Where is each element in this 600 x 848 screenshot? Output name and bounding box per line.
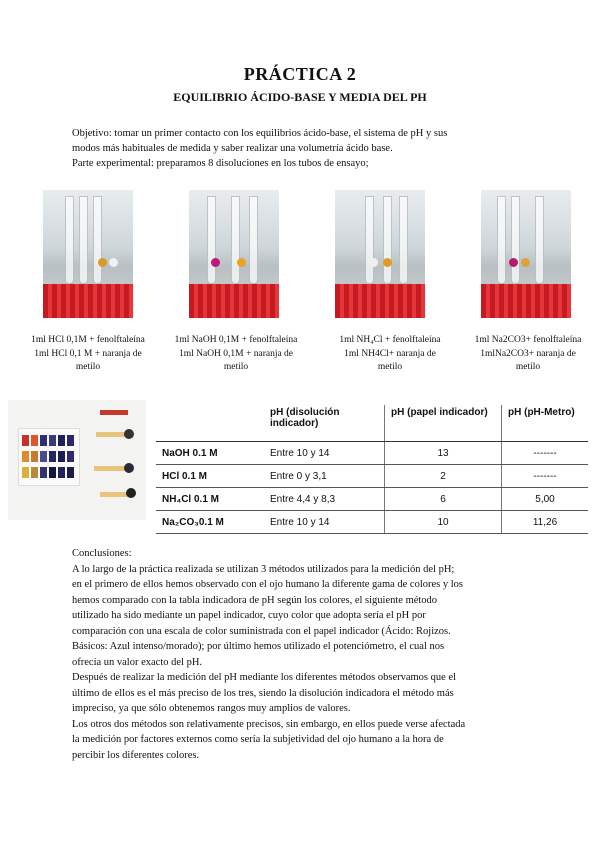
test-tube-photo-1 [43,190,133,318]
ph-results-table [156,405,588,534]
table-cell: 6 [385,488,502,511]
test-tube-photo-2 [189,190,279,318]
indicator-drop [109,258,118,267]
table-header-cell: pH (disolución indicador) [264,405,385,442]
table-cell: 11,26 [502,511,589,534]
conclusions-line: Básicos: Azul intenso/morado); por último hemos utilizado el potenciómetro, el cual nos [72,641,445,652]
table-header-cell: pH (pH-Metro) [502,405,589,442]
table-cell: 10 [385,511,502,534]
conclusions-line: la medición por factores externos como sería la subjetividad del ojo humano a la hora de [72,734,444,745]
table-cell: 2 [385,465,502,488]
test-tube-photo-3 [335,190,425,318]
table-cell: ------- [502,442,589,465]
table-cell: 5,00 [502,488,589,511]
ph-color-chart [18,428,80,486]
objective-line: modos más habituales de medida y saber realizar una volumetría ácido base. [72,143,393,154]
conclusions-line: en el primero de ellos hemos observado con el ojo humano la diferente gama de colores y los [72,579,464,590]
indicator-drop [509,258,518,267]
table-cell: Entre 0 y 3,1 [264,465,385,488]
table-cell: Entre 4,4 y 8,3 [264,488,385,511]
conclusions-line: comparación con una escala de color suministrada con el papel indicador (Ácido: Rojizos. [72,625,451,637]
conclusions-line: Los otros dos métodos son relativamente precisos, sin embargo, en ellos puede verse afectada [72,718,466,730]
objective-section [72,126,542,171]
table-header-cell [156,405,264,442]
table-cell: ------- [502,465,589,488]
indicator-drop [211,258,220,267]
page-title: PRÁCTICA 2 [243,64,357,84]
indicator-drop [369,258,378,267]
ph-paper-photo [8,400,146,520]
conclusions-section [72,546,530,763]
table-cell: Entre 10 y 14 [264,511,385,534]
conclusions-line: Después de realizar la medición del pH mediante los diferentes métodos observamos que el [72,672,456,683]
table-cell: HCl 0.1 M [156,465,264,488]
conclusions-heading: Conclusiones: [72,548,132,559]
objective-line: Objetivo: tomar un primer contacto con los equilibrios ácido-base, el sistema de pH y sus [72,128,448,139]
photo-caption-2: 1ml NaOH 0,1M + fenolftaleína 1ml NaOH 0,1M + naranja de metilo [174,335,298,372]
table-cell: 13 [385,442,502,465]
indicator-drop [237,258,246,267]
table-cell: NaOH 0.1 M [156,442,264,465]
table-header-cell: pH (papel indicador) [385,405,502,442]
test-tube-photo-4 [481,190,571,318]
indicator-drop [98,258,107,267]
table-row [156,511,588,534]
photo-caption-3: 1ml NH₄Cl + fenolftaleína 1ml NH4Cl+ naranja de metilo [339,335,441,372]
table-cell: NH₄Cl 0.1 M [156,488,264,511]
indicator-drop [383,258,392,267]
conclusions-line: hemos comparado con la tabla indicadora de pH según los colores, el siguiente método [72,594,438,606]
table-row [156,465,588,488]
photo-caption-4: 1ml Na2CO3+ fenolftaleína 1mlNa2CO3+ naranja de metilo [474,335,582,372]
table-row [156,442,588,465]
experimental-line: Parte experimental: preparamos 8 disoluciones en los tubos de ensayo; [72,158,369,169]
conclusions-line: percibir los diferentes colores. [72,749,200,761]
table-cell: Na₂CO₃0.1 M [156,511,264,534]
photo-caption-1: 1ml HCl 0,1M + fenolftaleína 1ml HCl 0,1 M + naranja de metilo [31,335,145,372]
table-row [156,488,588,511]
table-header-row [156,405,588,442]
page-subtitle: EQUILIBRIO ÁCIDO-BASE Y MEDIA DEL PH [173,90,427,104]
conclusions-line: A lo largo de la práctica realizada se utilizan 3 métodos utilizados para la medición del pH; [72,563,455,575]
indicator-drop [521,258,530,267]
conclusions-line: último de ellos es el más preciso de los tres, siendo la disolución indicadora el método más [72,687,454,699]
conclusions-line: impreciso, ya que sólo obtenemos rangos muy amplios de valores. [72,703,351,714]
conclusions-line: ofrecía un valor exacto del pH. [72,656,203,668]
conclusions-line: utilizado ha sido mediante un papel indicador, cuyo color que adopta sería el pH por [72,610,426,621]
table-cell: Entre 10 y 14 [264,442,385,465]
